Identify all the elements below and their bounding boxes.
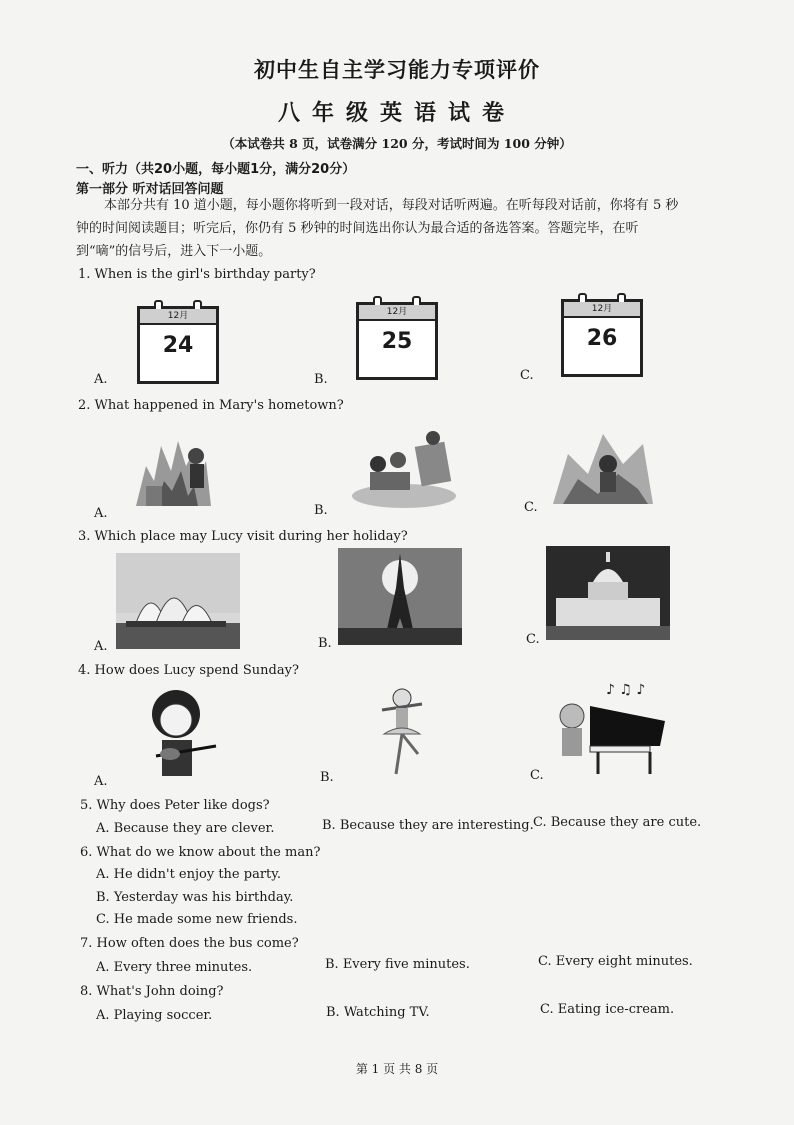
calendar-month: 12月 bbox=[564, 302, 640, 318]
calendar-c-icon bbox=[561, 299, 643, 377]
fire-illustration bbox=[126, 426, 226, 510]
exam-title: 初中生自主学习能力专项评价 bbox=[254, 58, 540, 82]
option-b: B. Because they are interesting. bbox=[322, 818, 534, 833]
calendar-b-icon bbox=[356, 302, 438, 380]
question-8: 8. What's John doing? bbox=[80, 984, 224, 999]
option-label-b: B. bbox=[320, 770, 334, 785]
calendar-month: 12月 bbox=[359, 305, 435, 321]
option-label-a: A. bbox=[94, 506, 108, 521]
page-footer: 第 1 页 共 8 页 bbox=[355, 1062, 439, 1076]
option-a: A. He didn't enjoy the party. bbox=[96, 867, 282, 882]
svg-text:♪ ♫ ♪: ♪ ♫ ♪ bbox=[606, 682, 646, 698]
us-capitol-photo bbox=[546, 546, 670, 640]
section-heading: 一、听力（共20小题，每小题1分，满分20分） bbox=[76, 162, 356, 177]
calendar-month: 12月 bbox=[140, 309, 216, 325]
question-6: 6. What do we know about the man? bbox=[80, 845, 321, 860]
option-b: B. Every five minutes. bbox=[325, 957, 470, 972]
exam-note: （本试卷共 8 页，试卷满分 120 分，考试时间为 100 分钟） bbox=[222, 136, 572, 151]
option-b: B. Yesterday was his birthday. bbox=[96, 890, 294, 905]
question-1: 1. When is the girl's birthday party? bbox=[78, 267, 316, 282]
calendar-day: 25 bbox=[381, 329, 413, 354]
question-5: 5. Why does Peter like dogs? bbox=[80, 798, 270, 813]
part-heading: 第一部分 听对话回答问题 bbox=[76, 182, 224, 197]
eiffel-tower-photo bbox=[338, 548, 462, 645]
option-label-b: B. bbox=[314, 372, 328, 387]
option-a: A. Every three minutes. bbox=[96, 960, 253, 975]
option-a: A. Because they are clever. bbox=[96, 821, 275, 836]
earthquake-illustration bbox=[548, 424, 658, 512]
calendar-a-icon bbox=[137, 306, 219, 384]
option-label-c: C. bbox=[526, 632, 540, 647]
flood-illustration bbox=[348, 424, 460, 512]
question-2: 2. What happened in Mary's hometown? bbox=[78, 398, 344, 413]
option-c: C. Every eight minutes. bbox=[538, 954, 693, 969]
instructions: 本部分共有 10 道小题，每小题你将听到一段对话，每段对话听两遍。在听每段对话前，你将有 5 秒钟的时间阅读题目；听完后，你仍有 5 秒钟的时间选出你认为最合适的备选答案。答题完毕，在听到“嘀”的信号后，进入下一小题。 bbox=[76, 198, 679, 259]
option-b: B. Watching TV. bbox=[326, 1005, 430, 1020]
option-label-c: C. bbox=[520, 368, 534, 383]
question-3: 3. Which place may Lucy visit during her holiday? bbox=[78, 529, 408, 544]
option-a: A. Playing soccer. bbox=[96, 1008, 213, 1023]
option-label-a: A. bbox=[94, 639, 108, 654]
option-c: C. He made some new friends. bbox=[96, 912, 298, 927]
sydney-opera-house-photo bbox=[116, 553, 240, 649]
option-label-b: B. bbox=[318, 636, 332, 651]
option-label-a: A. bbox=[94, 774, 108, 789]
option-c: C. Because they are cute. bbox=[533, 815, 702, 830]
calendar-day: 26 bbox=[586, 326, 618, 351]
option-c: C. Eating ice-cream. bbox=[540, 1002, 675, 1017]
girl-piano-illustration bbox=[550, 676, 670, 776]
calendar-day: 24 bbox=[162, 333, 194, 358]
question-7: 7. How often does the bus come? bbox=[80, 936, 299, 951]
ballet-dancer-illustration bbox=[372, 684, 432, 780]
option-label-b: B. bbox=[314, 503, 328, 518]
girl-violin-illustration bbox=[136, 684, 228, 780]
question-4: 4. How does Lucy spend Sunday? bbox=[78, 663, 299, 678]
option-label-c: C. bbox=[530, 768, 544, 783]
exam-subtitle: 八年级英语试卷 bbox=[277, 101, 516, 126]
option-label-a: A. bbox=[94, 372, 108, 387]
option-label-c: C. bbox=[524, 500, 538, 515]
